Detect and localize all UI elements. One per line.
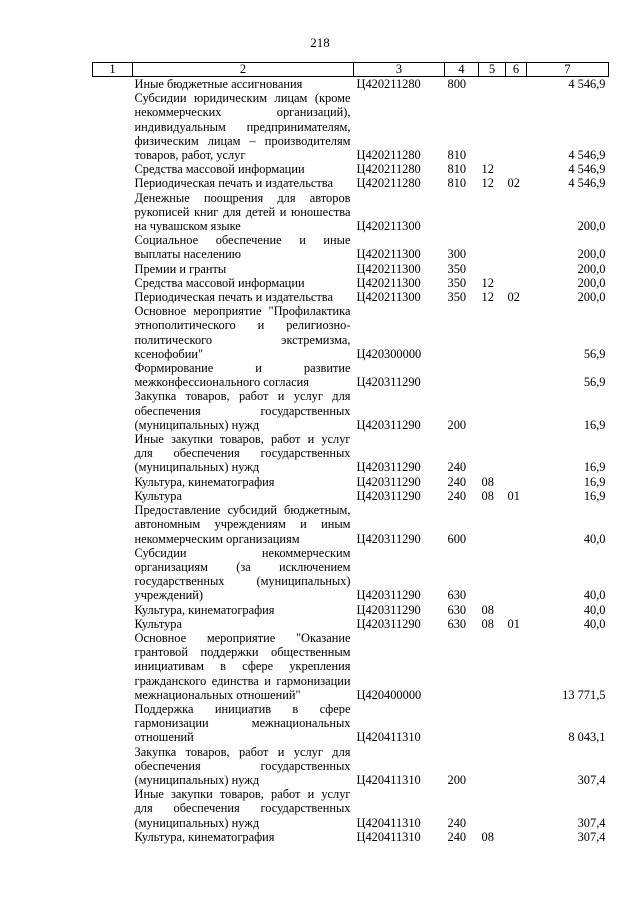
table-row — [93, 503, 609, 546]
row-code-cell: Ц420311290 — [356, 602, 421, 617]
row-name-cell: Культура — [134, 616, 182, 631]
row-subsection-cell — [506, 191, 527, 234]
row-blank-cell — [93, 91, 133, 162]
row-name-cell: Периодическая печать и издательства — [134, 176, 333, 191]
row-subsection-cell — [506, 162, 527, 176]
row-expense-type-cell — [445, 702, 479, 745]
row-name-cell: Периодическая печать и издательства — [134, 290, 333, 305]
row-expense-type-cell: 350 — [447, 261, 467, 276]
row-subsection-cell — [506, 702, 527, 745]
row-amount-cell: 16,9 — [583, 474, 606, 489]
column-header: 3 — [354, 63, 445, 77]
row-name-cell: Денежные поощрения для авторов рукописей книг для детей и юношества на чувашском языке — [134, 190, 351, 234]
row-blank-cell — [93, 389, 133, 432]
row-subsection-cell: 01 — [507, 488, 520, 503]
row-name-cell: Основное мероприятие "Профилактика этнополитического и религиозно-политического экстремизма, ксенофобии" — [134, 304, 351, 361]
row-amount-cell: 13 771,5 — [562, 687, 606, 702]
row-code-cell: Ц420311290 — [356, 474, 421, 489]
table-row — [93, 489, 609, 503]
table-row — [93, 262, 609, 276]
row-blank-cell — [93, 603, 133, 617]
row-amount-cell: 4 546,9 — [568, 148, 606, 163]
row-expense-type-cell — [445, 191, 479, 234]
row-code-cell: Ц420211300 — [356, 275, 421, 290]
row-code-cell: Ц420311290 — [356, 531, 421, 546]
row-name-cell: Средства массовой информации — [134, 162, 305, 177]
table-row — [93, 304, 609, 361]
row-amount-cell: 8 043,1 — [568, 730, 606, 745]
row-blank-cell — [93, 191, 133, 234]
row-subsection-cell — [506, 830, 527, 844]
column-header: 5 — [479, 63, 506, 77]
row-section-cell — [479, 546, 506, 603]
row-section-cell — [479, 745, 506, 788]
row-code-cell: Ц420211300 — [356, 247, 421, 262]
row-section-cell: 08 — [481, 488, 494, 503]
row-subsection-cell — [506, 631, 527, 702]
row-section-cell: 08 — [481, 829, 494, 844]
table-row — [93, 631, 609, 702]
row-expense-type-cell: 810 — [447, 162, 467, 177]
row-name-cell: Культура, кинематография — [134, 474, 275, 489]
row-blank-cell — [93, 503, 133, 546]
table-row — [93, 162, 609, 176]
row-name-cell: Закупка товаров, работ и услуг для обеспечения государственных (муниципальных) нужд — [134, 389, 351, 432]
row-name-cell: Закупка товаров, работ и услуг для обеспечения государственных (муниципальных) нужд — [134, 744, 351, 787]
table-row — [93, 603, 609, 617]
row-code-cell: Ц420311290 — [356, 488, 421, 503]
row-amount-cell: 200,0 — [577, 219, 606, 234]
row-amount-cell: 16,9 — [583, 488, 606, 503]
row-subsection-cell: 02 — [507, 290, 520, 305]
page-number: 218 — [310, 35, 330, 50]
row-name-cell: Поддержка инициатив в сфере гармонизации межнациональных отношений — [134, 701, 351, 745]
row-amount-cell: 16,9 — [583, 460, 606, 475]
row-blank-cell — [93, 745, 133, 788]
row-name-cell: Социальное обеспечение и иные выплаты населению — [134, 233, 351, 262]
table-row — [93, 475, 609, 489]
table-row — [93, 191, 609, 234]
row-expense-type-cell: 350 — [447, 275, 467, 290]
row-code-cell: Ц420211300 — [356, 290, 421, 305]
column-header: 1 — [93, 63, 133, 77]
row-section-cell: 12 — [481, 275, 494, 290]
row-blank-cell — [93, 489, 133, 503]
row-blank-cell — [93, 787, 133, 830]
row-blank-cell — [93, 77, 133, 92]
row-name-cell: Иные закупки товаров, работ и услуг для обеспечения государственных (муниципальных) нужд — [134, 787, 351, 830]
table-body — [93, 77, 609, 844]
row-code-cell: Ц420211280 — [356, 162, 421, 177]
row-code-cell: Ц420311290 — [356, 460, 421, 475]
row-code-cell: Ц420400000 — [356, 687, 422, 702]
row-name-cell: Средства массовой информации — [134, 275, 305, 290]
row-subsection-cell — [506, 361, 527, 389]
row-section-cell — [479, 304, 506, 361]
row-amount-cell: 307,4 — [577, 772, 606, 787]
row-subsection-cell — [506, 276, 527, 290]
row-blank-cell — [93, 304, 133, 361]
row-blank-cell — [93, 276, 133, 290]
column-header: 4 — [445, 63, 479, 77]
table-row — [93, 702, 609, 745]
row-subsection-cell — [506, 546, 527, 603]
row-blank-cell — [93, 361, 133, 389]
row-expense-type-cell: 200 — [447, 772, 467, 787]
row-code-cell: Ц420211280 — [356, 148, 421, 163]
row-amount-cell: 200,0 — [577, 261, 606, 276]
row-section-cell — [479, 262, 506, 276]
table-row — [93, 432, 609, 475]
row-code-cell: Ц420311290 — [356, 588, 421, 603]
row-amount-cell: 200,0 — [577, 275, 606, 290]
row-expense-type-cell: 240 — [447, 829, 467, 844]
column-header: 2 — [133, 63, 354, 77]
budget-table — [92, 62, 609, 844]
row-section-cell: 08 — [481, 602, 494, 617]
table-row — [93, 787, 609, 830]
row-expense-type-cell — [445, 361, 479, 389]
row-expense-type-cell: 630 — [447, 602, 467, 617]
row-code-cell: Ц420411310 — [356, 772, 421, 787]
row-blank-cell — [93, 631, 133, 702]
row-blank-cell — [93, 702, 133, 745]
row-expense-type-cell: 350 — [447, 290, 467, 305]
row-name-cell: Культура, кинематография — [134, 829, 275, 844]
row-subsection-cell — [506, 304, 527, 361]
row-subsection-cell — [506, 745, 527, 788]
row-section-cell: 08 — [481, 616, 494, 631]
row-section-cell — [479, 77, 506, 92]
table-header — [93, 63, 609, 77]
row-code-cell: Ц420411310 — [356, 730, 421, 745]
row-code-cell: Ц420300000 — [356, 346, 422, 361]
table-row — [93, 233, 609, 261]
row-subsection-cell — [506, 603, 527, 617]
row-code-cell: Ц420211300 — [356, 219, 421, 234]
row-blank-cell — [93, 830, 133, 844]
row-expense-type-cell: 810 — [447, 176, 467, 191]
row-expense-type-cell: 810 — [447, 148, 467, 163]
row-section-cell: 12 — [481, 162, 494, 177]
row-subsection-cell — [506, 389, 527, 432]
row-subsection-cell: 02 — [507, 176, 520, 191]
row-code-cell: Ц420311290 — [356, 375, 421, 390]
row-blank-cell — [93, 475, 133, 489]
row-name-cell: Премии и гранты — [134, 261, 227, 276]
row-amount-cell: 4 546,9 — [568, 176, 606, 191]
row-amount-cell: 307,4 — [577, 815, 606, 830]
table-row — [93, 290, 609, 304]
row-section-cell — [479, 91, 506, 162]
row-name-cell: Предоставление субсидий бюджетным, автономным учреждениям и иным некоммерческим организациям — [134, 503, 351, 546]
row-code-cell: Ц420311290 — [356, 417, 421, 432]
row-amount-cell: 4 546,9 — [568, 162, 606, 177]
row-amount-cell: 200,0 — [577, 290, 606, 305]
row-expense-type-cell: 240 — [447, 460, 467, 475]
row-subsection-cell — [506, 787, 527, 830]
row-code-cell: Ц420411310 — [356, 815, 421, 830]
row-expense-type-cell: 300 — [447, 247, 467, 262]
column-header: 7 — [527, 63, 609, 77]
row-name-cell: Иные закупки товаров, работ и услуг для обеспечения государственных (муниципальных) нужд — [134, 432, 351, 475]
row-section-cell — [479, 233, 506, 261]
row-amount-cell: 4 546,9 — [568, 77, 606, 91]
table-row — [93, 830, 609, 844]
table-row — [93, 617, 609, 631]
row-expense-type-cell — [445, 304, 479, 361]
row-expense-type-cell — [445, 631, 479, 702]
table-row — [93, 276, 609, 290]
row-amount-cell: 40,0 — [583, 531, 606, 546]
row-blank-cell — [93, 617, 133, 631]
row-amount-cell: 307,4 — [577, 829, 606, 844]
row-code-cell: Ц420411310 — [356, 829, 421, 844]
row-expense-type-cell: 200 — [447, 417, 467, 432]
table-row — [93, 546, 609, 603]
row-amount-cell: 40,0 — [583, 616, 606, 631]
row-subsection-cell — [506, 432, 527, 475]
row-amount-cell: 40,0 — [583, 602, 606, 617]
row-code-cell: Ц420311290 — [356, 616, 421, 631]
row-name-cell: Основное мероприятие "Оказание грантовой поддержки общественным инициативам в сфере укрепления гражданского единства и гармонизации межнациональных отношений" — [134, 630, 351, 702]
row-blank-cell — [93, 233, 133, 261]
row-subsection-cell — [506, 503, 527, 546]
row-subsection-cell — [506, 233, 527, 261]
row-section-cell: 12 — [481, 176, 494, 191]
row-amount-cell: 56,9 — [583, 375, 606, 390]
row-section-cell — [479, 361, 506, 389]
row-name-cell: Иные бюджетные ассигнования — [134, 77, 303, 91]
row-amount-cell: 200,0 — [577, 247, 606, 262]
row-code-cell: Ц420211280 — [356, 176, 421, 191]
row-section-cell: 08 — [481, 474, 494, 489]
row-code-cell: Ц420211300 — [356, 261, 421, 276]
row-amount-cell: 16,9 — [583, 417, 606, 432]
row-subsection-cell — [506, 475, 527, 489]
row-subsection-cell: 01 — [507, 616, 520, 631]
row-section-cell — [479, 787, 506, 830]
table-row — [93, 77, 609, 92]
row-expense-type-cell: 240 — [447, 474, 467, 489]
table-row — [93, 745, 609, 788]
table-row — [93, 176, 609, 190]
row-name-cell: Формирование и развитие межконфессионального согласия — [134, 361, 351, 390]
row-blank-cell — [93, 546, 133, 603]
row-expense-type-cell: 240 — [447, 815, 467, 830]
row-name-cell: Культура, кинематография — [134, 602, 275, 617]
column-number-row — [93, 63, 609, 77]
row-section-cell — [479, 631, 506, 702]
row-subsection-cell — [506, 77, 527, 92]
row-expense-type-cell: 240 — [447, 488, 467, 503]
row-blank-cell — [93, 262, 133, 276]
row-section-cell — [479, 191, 506, 234]
row-subsection-cell — [506, 91, 527, 162]
column-header: 6 — [506, 63, 527, 77]
row-expense-type-cell: 630 — [447, 616, 467, 631]
row-section-cell: 12 — [481, 290, 494, 305]
row-name-cell: Культура — [134, 488, 182, 503]
table-row — [93, 361, 609, 389]
row-expense-type-cell: 600 — [447, 531, 467, 546]
row-expense-type-cell: 800 — [447, 77, 467, 91]
row-blank-cell — [93, 432, 133, 475]
row-section-cell — [479, 389, 506, 432]
row-section-cell — [479, 702, 506, 745]
row-section-cell — [479, 503, 506, 546]
row-blank-cell — [93, 290, 133, 304]
table-row — [93, 91, 609, 162]
row-subsection-cell — [506, 262, 527, 276]
row-blank-cell — [93, 162, 133, 176]
row-amount-cell: 56,9 — [583, 346, 606, 361]
row-section-cell — [479, 432, 506, 475]
row-blank-cell — [93, 176, 133, 190]
row-name-cell: Субсидии юридическим лицам (кроме некоммерческих организаций), индивидуальным предпринимателям, физическим лицам – производителям товаров, работ, услуг — [134, 91, 351, 163]
row-code-cell: Ц420211280 — [356, 77, 421, 91]
table-row — [93, 389, 609, 432]
row-amount-cell: 40,0 — [583, 588, 606, 603]
row-name-cell: Субсидии некоммерческим организациям (за исключением государственных (муниципальных) учреждений) — [134, 545, 351, 603]
row-expense-type-cell: 630 — [447, 588, 467, 603]
